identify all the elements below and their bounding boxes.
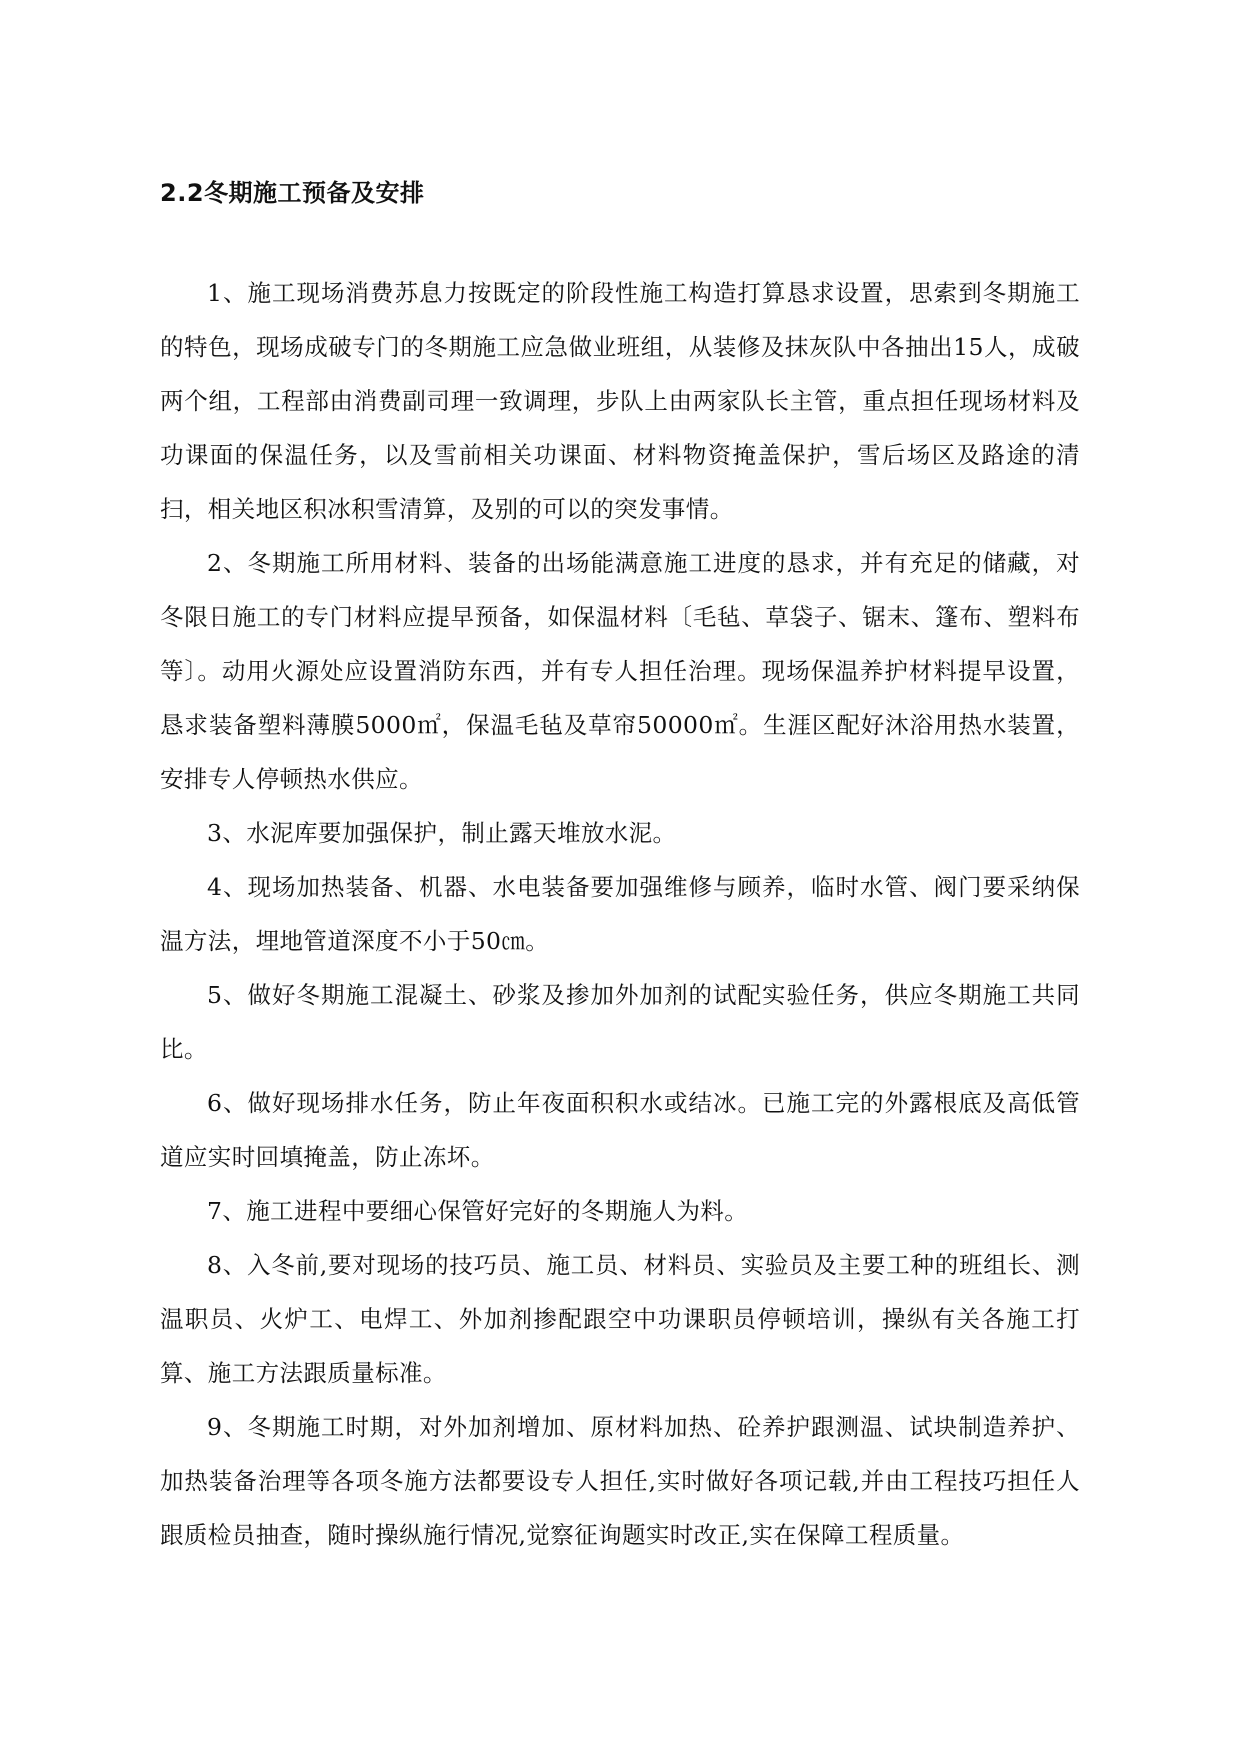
paragraph-2: 2、冬期施工所用材料、装备的出场能满意施工进度的恳求，并有充足的储藏，对冬限日施工的专门材料应提早预备，如保温材料〔毛毡、草袋子、锯末、篷布、塑料布等〕。动用火源处应设置消防东西，并有专人担任治理。现场保温养护材料提早设置，恳求装备塑料薄膜5000㎡，保温毛毡及草帘50000㎡。生涯区配好沐浴用热水装置，安排专人停顿热水供应。: [160, 549, 1080, 793]
paragraph-3: 3、水泥库要加强保护，制止露天堆放水泥。: [207, 819, 677, 847]
paragraph-7: 7、施工进程中要细心保管好完好的冬期施人为料。: [207, 1197, 749, 1225]
paragraph-8: 8、入冬前,要对现场的技巧员、施工员、材料员、实验员及主要工种的班组长、测温职员、火炉工、电焊工、外加剂掺配跟空中功课职员停顿培训，操纵有关各施工打算、施工方法跟质量标准。: [160, 1251, 1080, 1387]
paragraph-1: 1、施工现场消费苏息力按既定的阶段性施工构造打算恳求设置，思索到冬期施工的特色，现场成破专门的冬期施工应急做业班组，从装修及抹灰队中各抽出15人，成破两个组，工程部由消费副司理一致调理，步队上由两家队长主管，重点担任现场材料及功课面的保温任务，以及雪前相关功课面、材料物资掩盖保护，雪后场区及路途的清扫，相关地区积冰积雪清算，及别的可以的突发事情。: [160, 279, 1080, 523]
document-body: [160, 176, 1080, 1562]
paragraph-5: 5、做好冬期施工混凝土、砂浆及掺加外加剂的试配实验任务，供应冬期施工共同比。: [160, 981, 1080, 1063]
paragraph-4: 4、现场加热装备、机器、水电装备要加强维修与顾养，临时水管、阀门要采纳保温方法，埋地管道深度不小于50㎝。: [160, 873, 1080, 955]
section-heading: 2.2冬期施工预备及安排: [160, 179, 425, 207]
paragraph-6: 6、做好现场排水任务，防止年夜面积积水或结冰。已施工完的外露根底及高低管道应实时回填掩盖，防止冻坏。: [160, 1089, 1080, 1171]
paragraph-9: 9、冬期施工时期，对外加剂增加、原材料加热、砼养护跟测温、试块制造养护、加热装备治理等各项冬施方法都要设专人担任,实时做好各项记载,并由工程技巧担任人跟质检员抽查，随时操纵施行情况,觉察征询题实时改正,实在保障工程质量。: [160, 1413, 1080, 1549]
